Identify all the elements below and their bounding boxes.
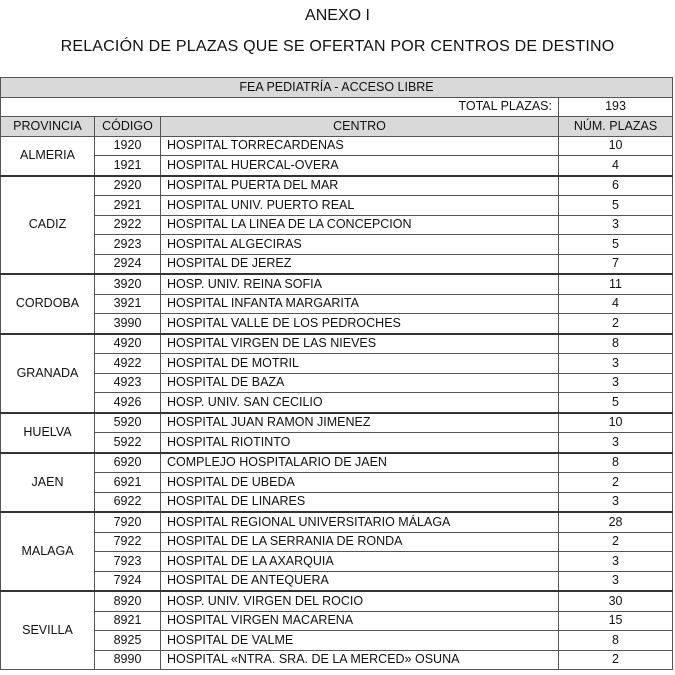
codigo-cell: 1921 [95,156,161,176]
codigo-cell: 6921 [95,473,161,493]
provincia-cell: SEVILLA [1,591,95,670]
num-plazas-cell: 30 [559,591,673,611]
table-row [1,571,673,591]
centro-cell: HOSPITAL PUERTA DEL MAR [161,176,559,196]
provincia-cell: CADIZ [1,176,95,275]
table-row [1,611,673,631]
codigo-cell: 8990 [95,650,161,670]
centro-cell: COMPLEJO HOSPITALARIO DE JAEN [161,453,559,473]
centro-cell: HOSP. UNIV. SAN CECILIO [161,393,559,413]
codigo-cell: 3990 [95,314,161,334]
table-row [1,512,673,532]
codigo-cell: 3920 [95,274,161,294]
codigo-cell: 5922 [95,433,161,453]
provincia-cell: JAEN [1,453,95,513]
table-row [1,591,673,611]
codigo-cell: 7924 [95,571,161,591]
table-row [1,274,673,294]
num-plazas-cell: 2 [559,532,673,552]
column-header-provincia: PROVINCIA [1,117,95,137]
num-plazas-cell: 5 [559,196,673,216]
centro-cell: HOSPITAL VIRGEN MACARENA [161,611,559,631]
centro-cell: HOSPITAL DE VALME [161,631,559,651]
category-band-row [1,78,673,98]
category-band: FEA PEDIATRÍA - ACCESO LIBRE [1,78,673,98]
num-plazas-cell: 11 [559,274,673,294]
provincia-cell: MALAGA [1,512,95,591]
centro-cell: HOSPITAL REGIONAL UNIVERSITARIO MÁLAGA [161,512,559,532]
codigo-cell: 4926 [95,393,161,413]
codigo-cell: 7923 [95,552,161,572]
document-subtitle: RELACIÓN DE PLAZAS QUE SE OFERTAN POR CENTROS DE DESTINO [60,38,615,55]
table-row [1,473,673,493]
num-plazas-cell: 3 [559,373,673,393]
table-row [1,650,673,670]
total-label: TOTAL PLAZAS: [1,97,559,117]
centro-cell: HOSPITAL HUERCAL-OVERA [161,156,559,176]
table-row [1,413,673,433]
num-plazas-cell: 2 [559,650,673,670]
codigo-cell: 1920 [95,136,161,156]
num-plazas-cell: 3 [559,492,673,512]
table-row [1,354,673,374]
centro-cell: HOSPITAL VIRGEN DE LAS NIEVES [161,334,559,354]
codigo-cell: 2922 [95,215,161,235]
total-value: 193 [559,97,673,117]
num-plazas-cell: 3 [559,215,673,235]
num-plazas-cell: 15 [559,611,673,631]
codigo-cell: 2921 [95,196,161,216]
table-row [1,156,673,176]
num-plazas-cell: 2 [559,473,673,493]
codigo-cell: 7922 [95,532,161,552]
centro-cell: HOSPITAL DE LINARES [161,492,559,512]
centro-cell: HOSPITAL RIOTINTO [161,433,559,453]
num-plazas-cell: 4 [559,294,673,314]
table-row [1,235,673,255]
column-header-row [1,117,673,137]
num-plazas-cell: 2 [559,314,673,334]
table-row [1,453,673,473]
codigo-cell: 2924 [95,254,161,274]
codigo-cell: 8925 [95,631,161,651]
total-row [1,97,673,117]
centro-cell: HOSPITAL ALGECIRAS [161,235,559,255]
centro-cell: HOSPITAL DE LA SERRANIA DE RONDA [161,532,559,552]
centro-cell: HOSPITAL TORRECARDENAS [161,136,559,156]
centro-cell: HOSPITAL DE UBEDA [161,473,559,493]
num-plazas-cell: 4 [559,156,673,176]
num-plazas-cell: 5 [559,393,673,413]
num-plazas-cell: 3 [559,354,673,374]
table-row [1,314,673,334]
table-row [1,631,673,651]
codigo-cell: 4920 [95,334,161,354]
centro-cell: HOSPITAL DE JEREZ [161,254,559,274]
num-plazas-cell: 10 [559,136,673,156]
centro-cell: HOSPITAL «NTRA. SRA. DE LA MERCED» OSUNA [161,650,559,670]
table-row [1,254,673,274]
table-row [1,373,673,393]
codigo-cell: 2923 [95,235,161,255]
provincia-cell: ALMERIA [1,136,95,176]
provincia-cell: GRANADA [1,334,95,413]
centro-cell: HOSPITAL DE BAZA [161,373,559,393]
codigo-cell: 4922 [95,354,161,374]
num-plazas-cell: 3 [559,433,673,453]
table-row [1,433,673,453]
table-row [1,393,673,413]
table-row [1,552,673,572]
num-plazas-cell: 8 [559,334,673,354]
centro-cell: HOSPITAL VALLE DE LOS PEDROCHES [161,314,559,334]
centro-cell: HOSPITAL UNIV. PUERTO REAL [161,196,559,216]
codigo-cell: 8921 [95,611,161,631]
num-plazas-cell: 5 [559,235,673,255]
num-plazas-cell: 8 [559,453,673,473]
centro-cell: HOSPITAL LA LINEA DE LA CONCEPCION [161,215,559,235]
provincia-cell: HUELVA [1,413,95,453]
num-plazas-cell: 8 [559,631,673,651]
provincia-cell: CORDOBA [1,274,95,334]
codigo-cell: 6922 [95,492,161,512]
codigo-cell: 6920 [95,453,161,473]
num-plazas-cell: 6 [559,176,673,196]
column-header-num-plazas: NÚM. PLAZAS [559,117,673,137]
codigo-cell: 2920 [95,176,161,196]
table-row [1,176,673,196]
codigo-cell: 3921 [95,294,161,314]
codigo-cell: 8920 [95,591,161,611]
document-title: ANEXO I [305,7,370,24]
table-row [1,532,673,552]
centro-cell: HOSPITAL DE ANTEQUERA [161,571,559,591]
codigo-cell: 4923 [95,373,161,393]
column-header-codigo: CÓDIGO [95,117,161,137]
num-plazas-cell: 3 [559,571,673,591]
centro-cell: HOSPITAL DE MOTRIL [161,354,559,374]
num-plazas-cell: 7 [559,254,673,274]
plazas-table [0,77,673,670]
num-plazas-cell: 28 [559,512,673,532]
centro-cell: HOSPITAL INFANTA MARGARITA [161,294,559,314]
table-row [1,492,673,512]
num-plazas-cell: 3 [559,552,673,572]
table-row [1,294,673,314]
column-header-centro: CENTRO [161,117,559,137]
table-row [1,215,673,235]
centro-cell: HOSP. UNIV. REINA SOFIA [161,274,559,294]
centro-cell: HOSPITAL JUAN RAMON JIMENEZ [161,413,559,433]
num-plazas-cell: 10 [559,413,673,433]
table-row [1,196,673,216]
codigo-cell: 5920 [95,413,161,433]
centro-cell: HOSP. UNIV. VIRGEN DEL ROCIO [161,591,559,611]
codigo-cell: 7920 [95,512,161,532]
centro-cell: HOSPITAL DE LA AXARQUIA [161,552,559,572]
table-row [1,136,673,156]
table-row [1,334,673,354]
